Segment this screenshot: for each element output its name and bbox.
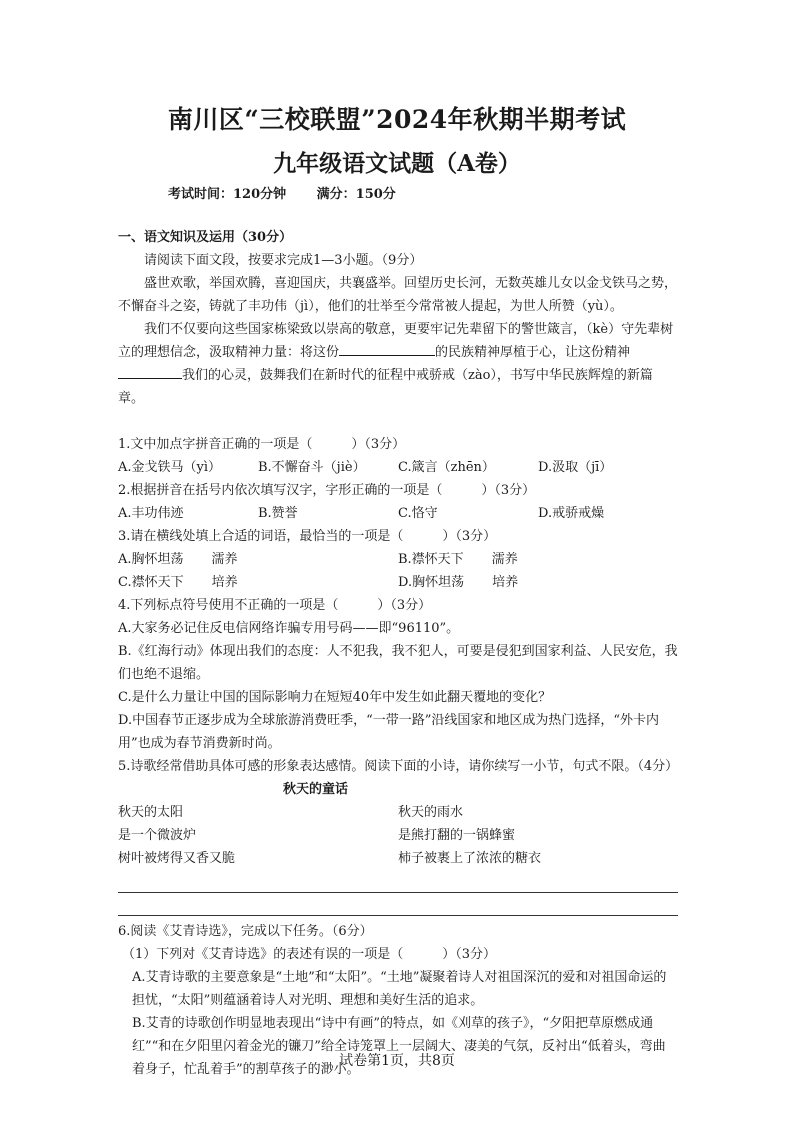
option-c[interactable]: C.襟怀天下 培养	[118, 575, 238, 590]
question-3-options-row-2	[118, 571, 678, 594]
exam-meta	[168, 183, 422, 202]
option-c[interactable]: C.箴言（zhēn）	[398, 460, 495, 475]
option-b[interactable]: B.赞誉	[258, 506, 298, 521]
question-2-stem: 2.根据拼音在括号内依次填写汉字，字形正确的一项是（ ）（3分）	[118, 483, 536, 498]
section-intro: 请阅读下面文段，按要求完成1—3小题。（9分）	[144, 253, 423, 268]
question-2-options	[118, 502, 678, 525]
poem-line: 秋天的太阳	[118, 805, 184, 820]
poem-right-stanza	[398, 801, 678, 870]
full-score: 满分：150分	[316, 187, 396, 202]
question-1-options	[118, 456, 678, 479]
question-6-sub-1: （1）下列对《艾青诗选》的表述有误的一项是（ ）（3分）	[122, 947, 497, 962]
option-b[interactable]: B.艾青的诗歌创作明显地表现出“诗中有画”的特点，如《刈草的孩子》，“夕阳把草原燃成通红”“和在夕阳里闪着金光的镰刀”给全诗笼罩上一层阔大、凄美的气氛，反衬出“低着头，弯曲着身子，忙乱着手”的割草孩子的渺小。	[132, 1016, 666, 1077]
option-a[interactable]: A.金戈铁马（yì）	[118, 460, 222, 475]
question-3-stem: 3.请在横线处填上合适的词语，最恰当的一项是（ ）（3分）	[118, 529, 497, 544]
option-d[interactable]: D.胸怀坦荡 培养	[398, 575, 519, 590]
option-d[interactable]: D.戒骄戒燥	[538, 506, 605, 521]
option-d[interactable]: D.中国春节正逐步成为全球旅游消费旺季，“一带一路”沿线国家和地区成为热门选择，“外卡内用”也成为春节消费新时尚。	[118, 713, 660, 751]
option-b[interactable]: B.《红海行动》体现出我们的态度：人不犯我，我不犯人，可要是侵犯到国家利益、人民安危，我们也绝不退缩。	[118, 644, 678, 682]
question-3-options-row-1	[118, 548, 678, 571]
question-6-stem: 6.阅读《艾青诗选》，完成以下任务。（6分）	[118, 924, 373, 939]
passage-paragraph-2: 我们不仅要向这些国家栋梁致以崇高的敬意，更要牢记先辈留下的警世箴言，（kè）守先辈树立的理想信念，汲取精神力量：将这份 的民族精神厚植于心，让这份精神我们的心灵，鼓舞我们在新时代的征程中戒骄戒（zào），书写中华民族辉煌的新篇章。	[118, 322, 674, 406]
option-a[interactable]: A.大家务必记住反电信网络诈骗专用号码——即“96110”。	[118, 621, 460, 636]
poem-body	[118, 801, 678, 870]
question-5-stem: 5.诗歌经常借助具体可感的形象表达感情。阅读下面的小诗，请你续写一小节，句式不限。（4分）	[118, 759, 679, 774]
section-heading: 一、语文知识及运用（30分）	[118, 230, 293, 245]
poem-left-stanza	[118, 801, 398, 870]
answer-line-1[interactable]	[118, 870, 678, 893]
option-c[interactable]: C.是什么力量让中国的国际影响力在短短40年中发生如此翻天覆地的变化？	[118, 690, 552, 705]
question-1-stem: 1.文中加点字拼音正确的一项是（ ）（3分）	[118, 437, 406, 452]
poem-title: 秋天的童话	[283, 782, 349, 797]
passage-paragraph-1: 盛世欢歌，举国欢腾，喜迎国庆，共襄盛举。回望历史长河，无数英雄儿女以金戈铁马之势，不懈奋斗之姿，铸就了丰功伟（jì），他们的壮举至今常常被人提起，为世人所赞（yù）。	[118, 276, 678, 314]
poem-line: 树叶被烤得又香又脆	[118, 851, 236, 866]
fill-blank-1[interactable]	[339, 341, 435, 356]
page-footer: 试卷第1页，共8页	[339, 1053, 455, 1069]
exam-content	[118, 226, 678, 1081]
exam-title: 南川区“三校联盟”2024年秋期半期考试	[167, 105, 627, 134]
option-c[interactable]: C.恪守	[398, 506, 438, 521]
poem-line: 柿子被裹上了浓浓的糖衣	[398, 851, 542, 866]
question-4-stem: 4.下列标点符号使用不正确的一项是（ ）（3分）	[118, 598, 432, 613]
fill-blank-2[interactable]	[118, 364, 182, 379]
option-d[interactable]: D.汲取（jī）	[538, 460, 613, 475]
poem-line: 秋天的雨水	[398, 805, 464, 820]
option-a[interactable]: A.丰功伟迹	[118, 506, 184, 521]
poem-line: 是一个微波炉	[118, 828, 197, 843]
option-b[interactable]: B.襟怀天下 濡养	[398, 552, 518, 567]
answer-line-2[interactable]	[118, 893, 678, 916]
option-a[interactable]: A.艾青诗歌的主要意象是“土地”和“太阳”。“土地”凝聚着诗人对祖国深沉的爱和对祖国命运的担忧，“太阳”则蕴涵着诗人对光明、理想和美好生活的追求。	[132, 970, 667, 1008]
exam-subtitle: 九年级语文试题（A卷）	[273, 150, 521, 177]
poem-line: 是熊打翻的一锅蜂蜜	[398, 828, 516, 843]
exam-time: 考试时间：120分钟	[168, 187, 287, 202]
option-b[interactable]: B.不懈奋斗（jiè）	[258, 460, 366, 475]
option-a[interactable]: A.胸怀坦荡 濡养	[118, 552, 238, 567]
